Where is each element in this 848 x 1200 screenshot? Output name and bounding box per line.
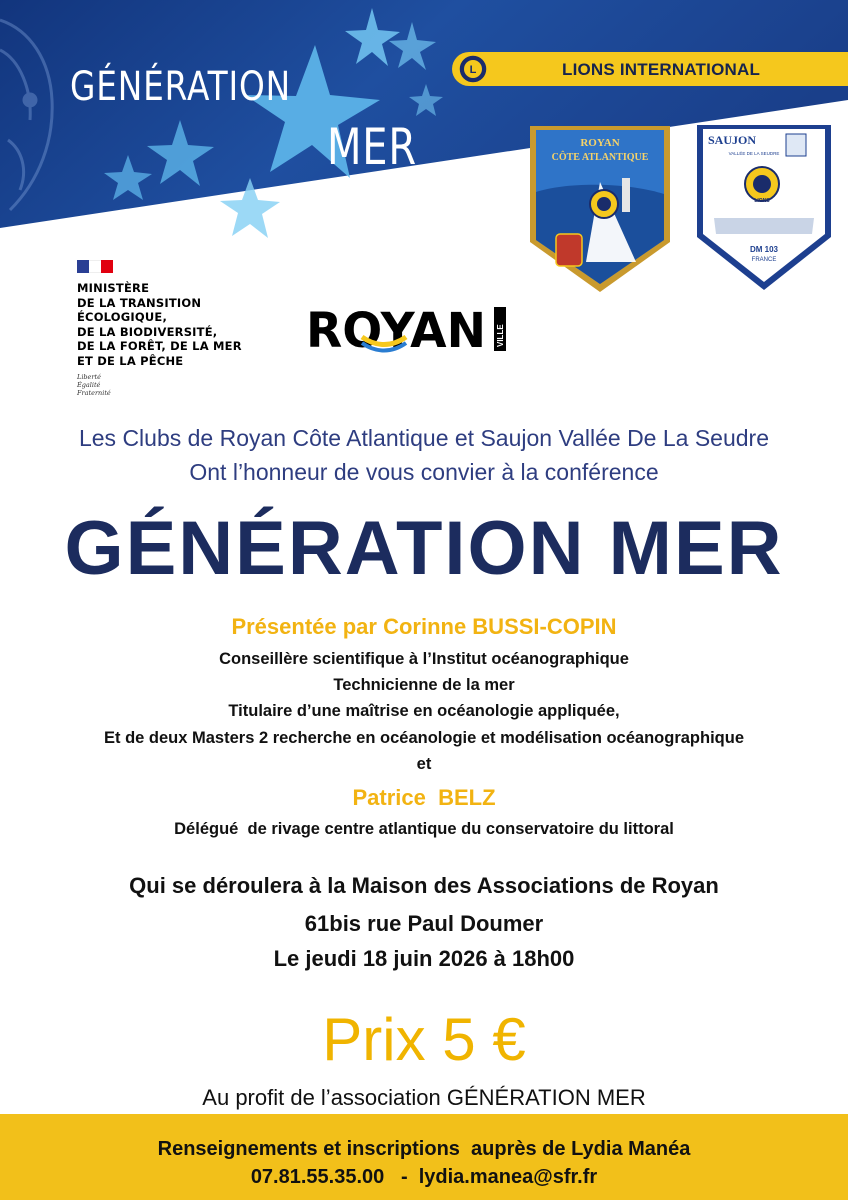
royan-logo-side: VILLE — [496, 324, 505, 347]
presenter-1-bio-line: Conseillère scientifique à l’Institut océanographique — [219, 650, 629, 668]
ministry-name: MINISTÈRE DE LA TRANSITION ÉCOLOGIQUE, DE LA BIODIVERSITÉ, DE LA FORÊT, DE LA MER ET DE LA PÊCHE — [77, 281, 242, 368]
royan-cote-atlantique-pennant — [526, 122, 674, 297]
ministry-motto: Liberté Égalité Fraternité — [77, 373, 111, 397]
venue-name: Qui se déroulera à la Maison des Associations de Royan — [129, 873, 719, 898]
lions-international-label: LIONS INTERNATIONAL — [562, 60, 761, 79]
intro-line-2: Ont l’honneur de vous convier à la conférence — [189, 459, 659, 485]
royan-ville-logo — [306, 303, 508, 355]
ticket-price: Prix 5 € — [322, 1006, 526, 1073]
contact-footer — [0, 1114, 848, 1200]
saujon-pennant-subtitle: VALLÉE DE LA SEUDRE — [728, 151, 780, 156]
presenter-1-bio-line: Titulaire d’une maîtrise en océanologie appliquée, — [228, 702, 620, 720]
presenter-1-bio-line: Technicienne de la mer — [333, 676, 515, 694]
mer-logo-text: MER — [327, 118, 417, 176]
presenter-1-name: Présentée par Corinne BUSSI-COPIN — [231, 614, 617, 639]
svg-text:L: L — [469, 64, 477, 76]
lions-international-bar — [452, 52, 848, 86]
event-date-time: Le jeudi 18 juin 2026 à 18h00 — [273, 946, 575, 971]
conference-title: GÉNÉRATION MER — [64, 506, 784, 591]
venue-address: 61bis rue Paul Doumer — [304, 911, 544, 936]
generation-logo-text: GÉNÉRATION — [70, 64, 292, 110]
saujon-pennant-district: DM 103 — [749, 245, 779, 254]
beneficiary-note: Au profit de l’association GÉNÉRATION MER — [202, 1085, 646, 1110]
lions-emblem-icon — [458, 54, 488, 84]
french-flag-icon — [77, 260, 113, 273]
contact-details: 07.81.55.35.00 - lydia.manea@sfr.fr — [250, 1166, 598, 1188]
contact-heading: Renseignements et inscriptions auprès de Lydia Manéa — [157, 1138, 691, 1160]
royan-logo-word: ROYAN — [306, 303, 486, 355]
saujon-pennant-country: FRANCE — [751, 257, 777, 263]
presenter-1-bio-line: Et de deux Masters 2 recherche en océanologie et modélisation océanographique — [103, 729, 744, 747]
royan-pennant-title-2: CÔTE ATLANTIQUE — [551, 152, 649, 163]
presenter-2-bio: Délégué de rivage centre atlantique du conservatoire du littoral — [174, 820, 674, 838]
intro-line-1: Les Clubs de Royan Côte Atlantique et Saujon Vallée De La Seudre — [78, 425, 770, 451]
saujon-vallee-de-la-seudre-pennant — [694, 122, 834, 294]
and-connector: et — [416, 755, 432, 773]
ministry-logo — [77, 260, 277, 397]
royan-pennant-title-1: ROYAN — [580, 137, 620, 149]
saujon-pennant-emblem: LIONS — [754, 198, 770, 204]
saujon-pennant-title: SAUJON — [707, 133, 757, 147]
presenter-2-name: Patrice BELZ — [352, 785, 496, 810]
